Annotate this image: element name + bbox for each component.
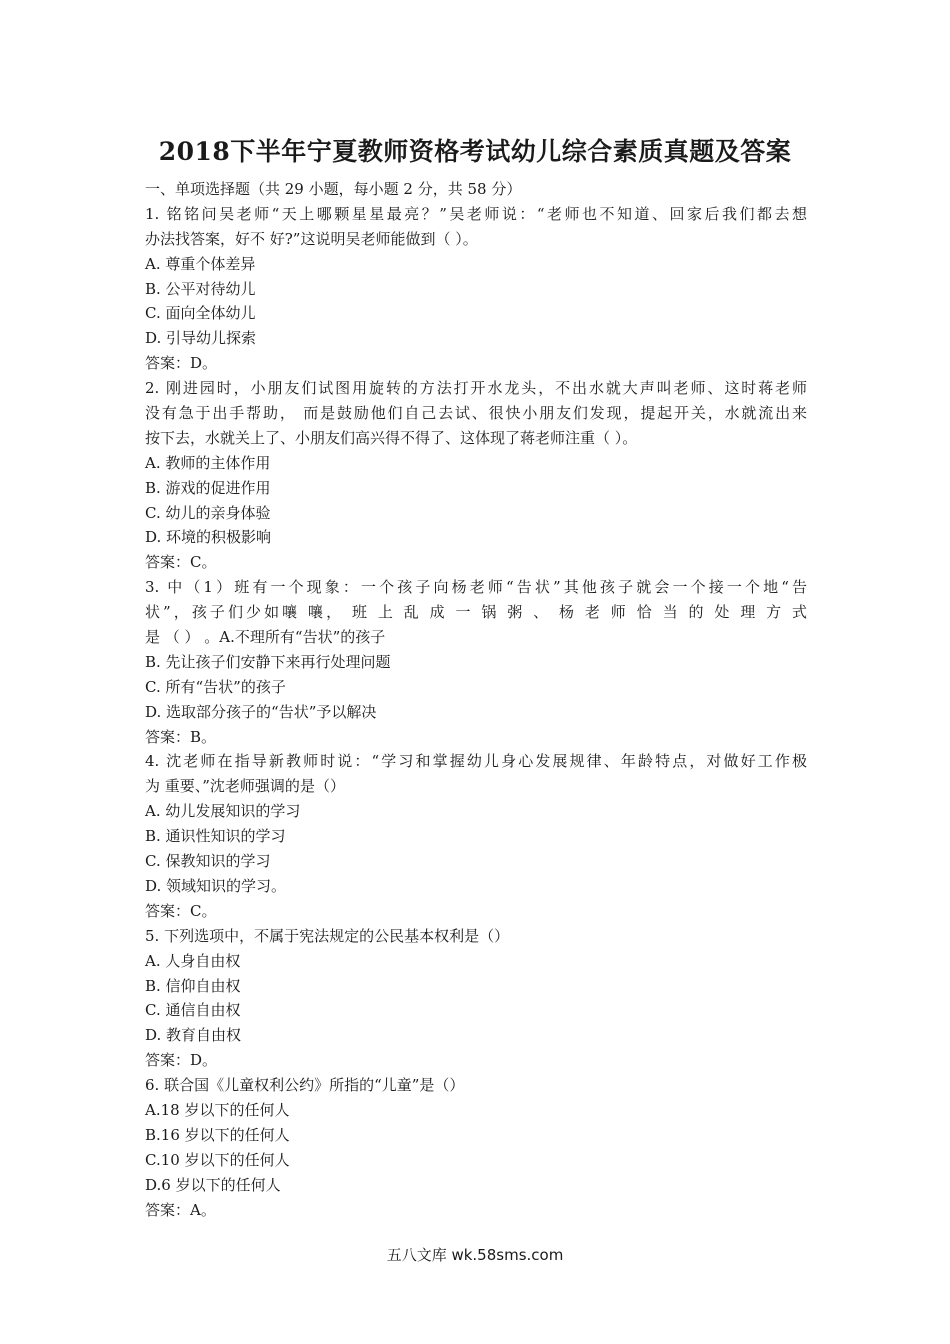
question-1-answer: 答案：D。 [145,354,218,373]
question-1-option-c: C. 面向全体幼儿 [145,304,256,323]
question-1-line-1: 1. 铭铭问吴老师“天上哪颗星星最亮？”吴老师说：“老师也不知道、回家后我们都去想 [145,204,807,223]
question-4-option-b: B. 通识性知识的学习 [145,827,286,846]
question-1-option-d: D. 引导幼儿探索 [145,329,257,348]
question-1-option-b: B. 公平对待幼儿 [145,279,256,298]
question-4-line-1: 4. 沈老师在指导新教师时说：“学习和掌握幼儿身心发展规律、年龄特点，对做好工作极 [145,752,807,771]
question-3-answer: 答案：B。 [145,727,217,746]
question-3-option-d: D. 选取部分孩子的“告状”予以解决 [145,702,377,721]
question-2-option-b: B. 游戏的促进作用 [145,478,271,497]
question-1-line-2: 办法找答案，好不 好?”这说明吴老师能做到（ ）。 [145,229,478,248]
question-3-option-c: C. 所有“告状”的孩子 [145,677,286,696]
question-6-option-b: B.16 岁以下的任何人 [145,1125,290,1144]
question-4-option-d: D. 领域知识的学习。 [145,876,287,895]
question-3-line-2: 状”，孩子们少如嚷 嚷， 班 上 乱 成 一 锅 粥 、 杨 老 师 恰 当 的 处 理 方 式 [145,603,807,622]
question-2-line-3: 按下去，水就关上了、小朋友们高兴得不得了、这体现了蒋老师注重（ ）。 [145,428,638,447]
question-5-option-a: A. 人身自由权 [145,951,241,970]
question-5-answer: 答案：D。 [145,1051,218,1070]
question-3-option-b: B. 先让孩子们安静下来再行处理问题 [145,652,391,671]
section-heading: 一、单项选择题（共 29 小题，每小题 2 分，共 58 分） [145,180,522,198]
question-5-option-b: B. 信仰自由权 [145,976,241,995]
question-4-option-a: A. 幼儿发展知识的学习 [145,802,301,821]
question-3-line-1: 3. 中（1）班有一个现象：一个孩子向杨老师“告状”其他孩子就会一个接一个地“告 [145,578,807,597]
question-6-option-a: A.18 岁以下的任何人 [145,1100,290,1119]
question-3-line-3: 是 （ ） 。A.不理所有“告状”的孩子 [145,628,386,647]
question-5-option-c: C. 通信自由权 [145,1001,241,1020]
question-5-option-d: D. 教育自由权 [145,1026,242,1045]
question-6-option-c: C.10 岁以下的任何人 [145,1150,290,1169]
question-2-option-d: D. 环境的积极影响 [145,528,272,547]
question-4-line-2: 为 重要、”沈老师强调的是（） [145,777,345,796]
question-6-option-d: D.6 岁以下的任何人 [145,1175,281,1194]
question-2-option-c: C. 幼儿的亲身体验 [145,503,271,522]
question-2-line-1: 2. 刚进园时，小朋友们试图用旋转的方法打开水龙头，不出水就大声叫老师、这时蒋老师 [145,379,807,398]
question-2-option-a: A. 教师的主体作用 [145,453,271,472]
question-5-line-1: 5. 下列选项中，不属于宪法规定的公民基本权利是（） [145,926,510,945]
question-4-option-c: C. 保教知识的学习 [145,852,271,871]
document-title: 2018下半年宁夏教师资格考试幼儿综合素质真题及答案 [158,137,792,166]
page-footer: 五八文库 wk.58sms.com [386,1246,564,1264]
question-6-line-1: 6. 联合国《儿童权利公约》所指的“儿童”是（） [145,1076,465,1095]
question-6-answer: 答案：A。 [145,1200,216,1219]
question-2-answer: 答案：C。 [145,553,217,572]
question-4-answer: 答案：C。 [145,901,217,920]
question-2-line-2: 没有急于出手帮助， 而是鼓励他们自己去试、很快小朋友们发现，提起开关，水就流出来 [145,404,807,423]
document-body [145,177,807,1222]
question-1-option-a: A. 尊重个体差异 [145,254,256,273]
